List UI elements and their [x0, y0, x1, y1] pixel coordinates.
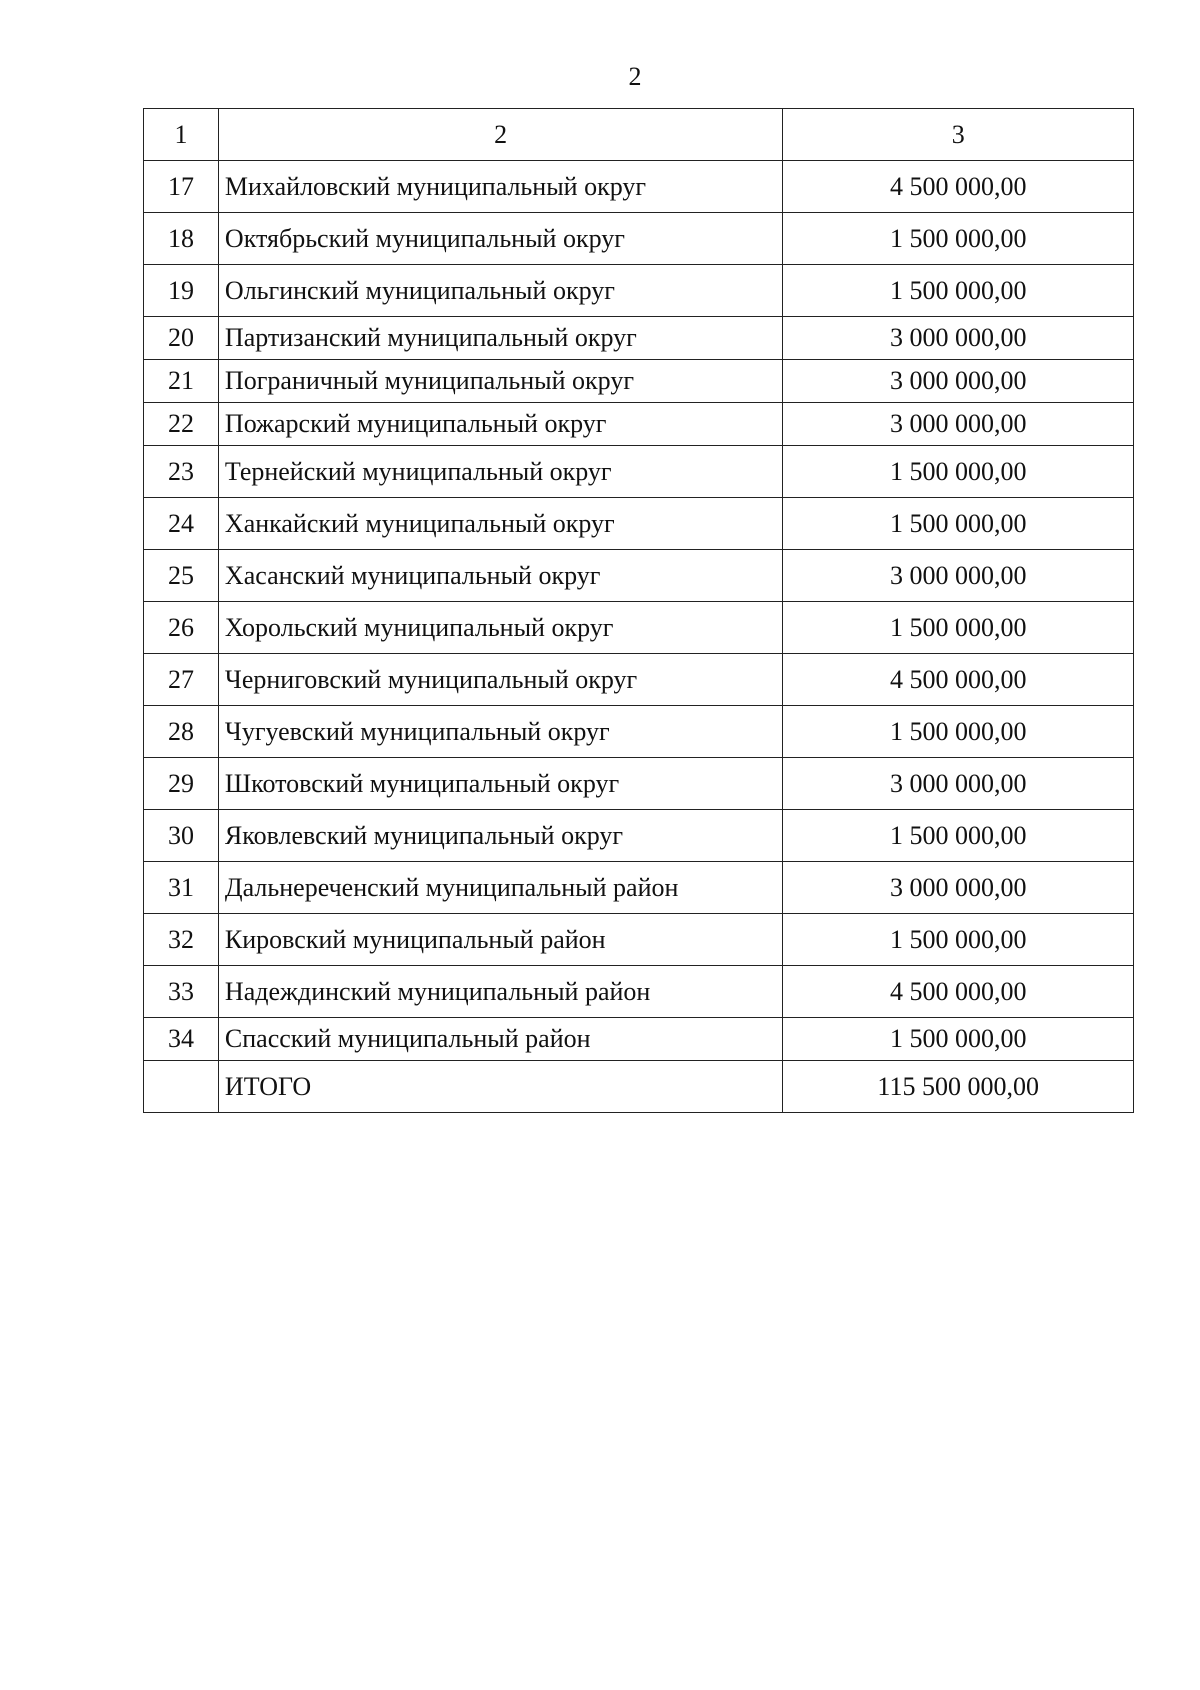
table-row: [144, 317, 1134, 360]
municipality-name: Тернейский муниципальный округ: [218, 446, 782, 498]
municipality-name: Спасский муниципальный район: [218, 1018, 782, 1061]
municipality-name: Пограничный муниципальный округ: [218, 360, 782, 403]
row-number: 18: [144, 213, 219, 265]
municipality-name: Партизанский муниципальный округ: [218, 317, 782, 360]
municipality-name: Ханкайский муниципальный округ: [218, 498, 782, 550]
row-number: 19: [144, 265, 219, 317]
table-row: [144, 213, 1134, 265]
table-row: [144, 360, 1134, 403]
amount: 3 000 000,00: [783, 317, 1134, 360]
row-number: 29: [144, 758, 219, 810]
table-row: [144, 758, 1134, 810]
row-number: 23: [144, 446, 219, 498]
municipality-name: Шкотовский муниципальный округ: [218, 758, 782, 810]
table-header-row: [144, 109, 1134, 161]
amount: 1 500 000,00: [783, 810, 1134, 862]
table-row: [144, 446, 1134, 498]
amount: 1 500 000,00: [783, 498, 1134, 550]
row-number: 21: [144, 360, 219, 403]
header-col-1: 1: [144, 109, 219, 161]
amount: 4 500 000,00: [783, 161, 1134, 213]
row-number: 20: [144, 317, 219, 360]
municipality-name: Дальнереченский муниципальный район: [218, 862, 782, 914]
total-amount: 115 500 000,00: [783, 1061, 1134, 1113]
table-row: [144, 265, 1134, 317]
table-row: [144, 862, 1134, 914]
amount: 1 500 000,00: [783, 446, 1134, 498]
row-number: 27: [144, 654, 219, 706]
table-row: [144, 403, 1134, 446]
row-number: 33: [144, 966, 219, 1018]
municipality-name: Хорольский муниципальный округ: [218, 602, 782, 654]
municipality-name: Надеждинский муниципальный район: [218, 966, 782, 1018]
table-row: [144, 654, 1134, 706]
municipality-name: Михайловский муниципальный округ: [218, 161, 782, 213]
total-number: [144, 1061, 219, 1113]
municipality-name: Черниговский муниципальный округ: [218, 654, 782, 706]
allocation-table: [143, 108, 1134, 1113]
municipality-name: Чугуевский муниципальный округ: [218, 706, 782, 758]
amount: 4 500 000,00: [783, 966, 1134, 1018]
header-col-3: 3: [783, 109, 1134, 161]
row-number: 30: [144, 810, 219, 862]
amount: 1 500 000,00: [783, 265, 1134, 317]
amount: 3 000 000,00: [783, 550, 1134, 602]
row-number: 34: [144, 1018, 219, 1061]
amount: 3 000 000,00: [783, 403, 1134, 446]
municipality-name: Ольгинский муниципальный округ: [218, 265, 782, 317]
total-row: [144, 1061, 1134, 1113]
municipality-name: Яковлевский муниципальный округ: [218, 810, 782, 862]
total-label: ИТОГО: [218, 1061, 782, 1113]
table-row: [144, 161, 1134, 213]
row-number: 28: [144, 706, 219, 758]
table-row: [144, 550, 1134, 602]
table-row: [144, 498, 1134, 550]
municipality-name: Октябрьский муниципальный округ: [218, 213, 782, 265]
amount: 1 500 000,00: [783, 914, 1134, 966]
table-row: [144, 706, 1134, 758]
amount: 3 000 000,00: [783, 862, 1134, 914]
row-number: 17: [144, 161, 219, 213]
municipality-name: Хасанский муниципальный округ: [218, 550, 782, 602]
amount: 4 500 000,00: [783, 654, 1134, 706]
table-row: [144, 966, 1134, 1018]
amount: 1 500 000,00: [783, 602, 1134, 654]
table-row: [144, 602, 1134, 654]
row-number: 31: [144, 862, 219, 914]
row-number: 24: [144, 498, 219, 550]
row-number: 25: [144, 550, 219, 602]
page-number: 2: [628, 62, 642, 91]
row-number: 32: [144, 914, 219, 966]
amount: 3 000 000,00: [783, 360, 1134, 403]
amount: 3 000 000,00: [783, 758, 1134, 810]
table-row: [144, 810, 1134, 862]
row-number: 26: [144, 602, 219, 654]
municipality-name: Пожарский муниципальный округ: [218, 403, 782, 446]
amount: 1 500 000,00: [783, 1018, 1134, 1061]
municipality-name: Кировский муниципальный район: [218, 914, 782, 966]
table-row: [144, 1018, 1134, 1061]
row-number: 22: [144, 403, 219, 446]
amount: 1 500 000,00: [783, 706, 1134, 758]
amount: 1 500 000,00: [783, 213, 1134, 265]
header-col-2: 2: [218, 109, 782, 161]
table-row: [144, 914, 1134, 966]
